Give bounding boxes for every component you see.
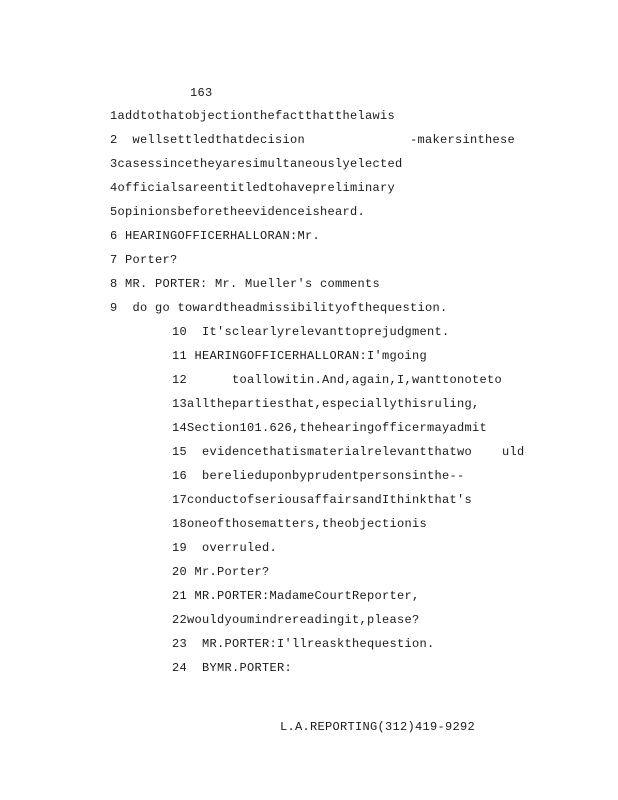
transcript-line-12: 12 toallowitin.And,again,I,wanttonoteto [172, 373, 503, 387]
transcript-line-6: 6 HEARINGOFFICERHALLORAN:Mr. [110, 229, 321, 243]
transcript-line-8: 8 MR. PORTER: Mr. Mueller's comments [110, 277, 381, 291]
transcript-line-24: 24 BYMR.PORTER: [172, 661, 293, 675]
transcript-line-10: 10 It'sclearlyrelevanttoprejudgment. [172, 325, 450, 339]
transcript-line-20: 20 Mr.Porter? [172, 565, 270, 579]
transcript-line-23: 23 MR.PORTER:I'llreaskthequestion. [172, 637, 435, 651]
transcript-line-21: 21 MR.PORTER:MadameCourtReporter, [172, 589, 420, 603]
transcript-line-16: 16 berelieduponbyprudentpersonsinthe-- [172, 469, 465, 483]
page-number: 163 [190, 86, 213, 100]
reporter-footer: L.A.REPORTING(312)419-9292 [280, 720, 476, 734]
transcript-line-14: 14Section101.626,thehearingofficermayadmit [172, 421, 488, 435]
transcript-line-5: 5opinionsbeforetheevidenceisheard. [110, 205, 366, 219]
transcript-line-22: 22wouldyoumindrereadingit,please? [172, 613, 420, 627]
transcript-line-7: 7 Porter? [110, 253, 178, 267]
transcript-line-18: 18oneofthosematters,theobjectionis [172, 517, 428, 531]
transcript-line-3: 3casessincetheyaresimultaneouslyelected [110, 157, 403, 171]
transcript-line-11: 11 HEARINGOFFICERHALLORAN:I'mgoing [172, 349, 428, 363]
transcript-line-15: 15 evidencethatismaterialrelevantthatwo uld [172, 445, 525, 459]
transcript-line-13: 13allthepartiesthat,especiallythisruling, [172, 397, 480, 411]
transcript-line-1: 1addtothatobjectionthefactthatthelawis [110, 109, 396, 123]
transcript-line-9: 9 do go towardtheadmissibilityofthequestion. [110, 301, 448, 315]
transcript-line-2: 2 wellsettledthatdecision -makersinthese [110, 133, 516, 147]
transcript-line-19: 19 overruled. [172, 541, 278, 555]
transcript-line-17: 17conductofseriousaffairsandIthinkthat's [172, 493, 473, 507]
transcript-line-4: 4officialsareentitledtohavepreliminary [110, 181, 396, 195]
